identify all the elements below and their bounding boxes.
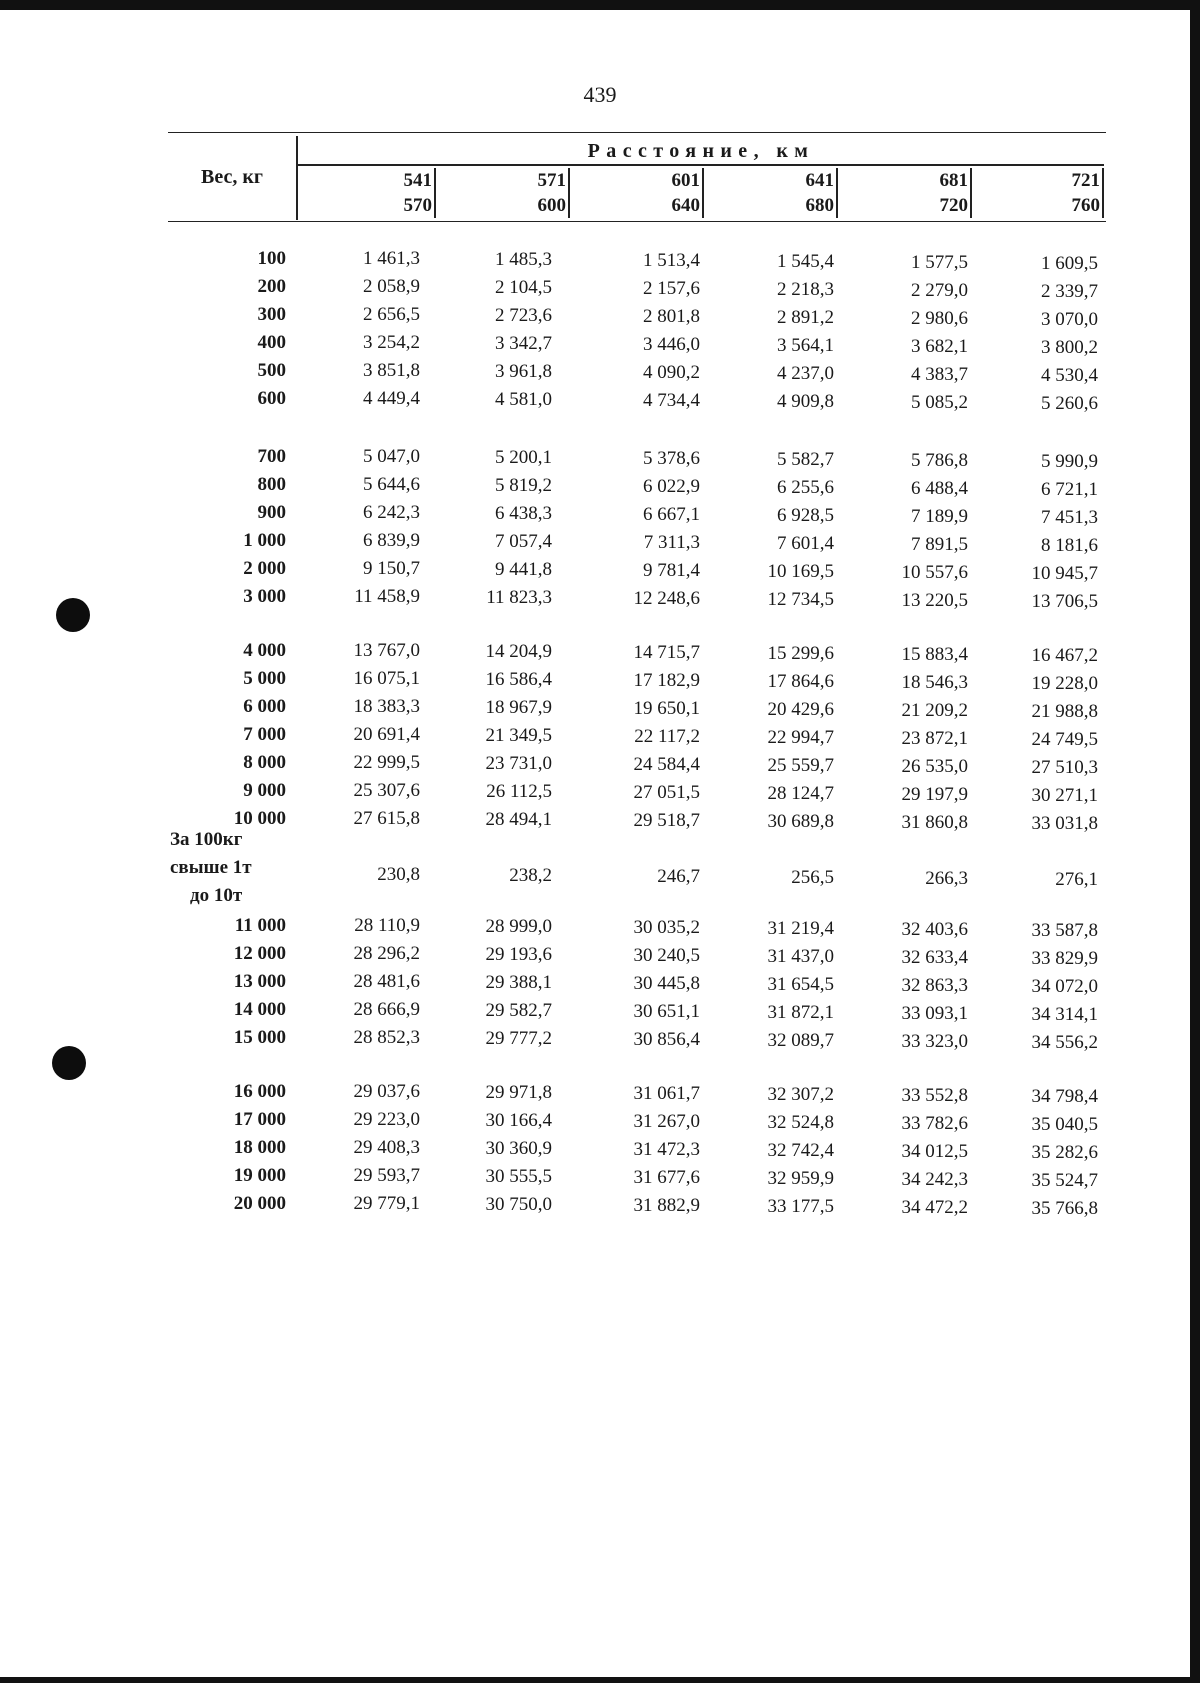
tariff-cell: 28 852,3: [353, 1027, 420, 1048]
table-row: [0, 915, 1200, 941]
distance-column-header: Расстояние, км: [587, 140, 815, 162]
tariff-cell: 33 552,8: [901, 1085, 968, 1106]
tariff-cell: 31 677,6: [633, 1167, 700, 1188]
tariff-cell: 29 971,8: [485, 1082, 552, 1103]
table-row: [0, 248, 1200, 274]
table-row: [0, 530, 1200, 556]
tariff-cell: 35 766,8: [1031, 1198, 1098, 1219]
weight-cell: 17 000: [233, 1109, 286, 1130]
weight-cell: 500: [257, 360, 286, 381]
tariff-cell: 256,5: [791, 867, 834, 888]
surcharge-label-line1: За 100кг: [170, 829, 243, 850]
tariff-cell: 24 749,5: [1031, 729, 1098, 750]
table-row: [0, 999, 1200, 1025]
table-row: [0, 943, 1200, 969]
tariff-cell: 13 767,0: [353, 640, 420, 661]
tariff-cell: 26 535,0: [901, 756, 968, 777]
tariff-cell: 14 715,7: [633, 642, 700, 663]
tariff-cell: 35 524,7: [1031, 1170, 1098, 1191]
surcharge-label-line3: до 10т: [190, 885, 243, 906]
tariff-cell: 15 299,6: [767, 643, 834, 664]
tariff-cell: 6 928,5: [777, 505, 834, 526]
tariff-cell: 10 557,6: [901, 562, 968, 583]
tariff-cell: 20 691,4: [353, 724, 420, 745]
tariff-cell: 3 961,8: [495, 361, 552, 382]
tariff-cell: 18 967,9: [485, 697, 552, 718]
tariff-cell: 33 829,9: [1031, 948, 1098, 969]
tariff-cell: 3 851,8: [363, 360, 420, 381]
tariff-cell: 29 593,7: [353, 1165, 420, 1186]
weight-cell: 6 000: [243, 696, 286, 717]
tariff-cell: 13 220,5: [901, 590, 968, 611]
weight-cell: 8 000: [243, 752, 286, 773]
tariff-cell: 31 882,9: [633, 1195, 700, 1216]
tariff-cell: 22 994,7: [767, 727, 834, 748]
tariff-cell: 4 530,4: [1041, 365, 1098, 386]
weight-cell: 20 000: [233, 1193, 286, 1214]
range-to: 680: [805, 195, 834, 216]
tariff-cell: 5 200,1: [495, 447, 552, 468]
tariff-cell: 6 438,3: [495, 503, 552, 524]
range-header-2: [436, 168, 570, 218]
tariff-cell: 246,7: [657, 866, 700, 887]
weight-cell: 14 000: [233, 999, 286, 1020]
tariff-cell: 2 723,6: [495, 305, 552, 326]
tariff-cell: 28 296,2: [353, 943, 420, 964]
tariff-cell: 1 577,5: [911, 252, 968, 273]
range-to: 600: [537, 195, 566, 216]
tariff-cell: 25 559,7: [767, 755, 834, 776]
weight-cell: 15 000: [233, 1027, 286, 1048]
tariff-cell: 14 204,9: [485, 641, 552, 662]
tariff-cell: 31 872,1: [767, 1002, 834, 1023]
page-number: 439: [583, 82, 617, 107]
tariff-cell: 6 488,4: [911, 478, 968, 499]
tariff-cell: 31 267,0: [633, 1111, 700, 1132]
tariff-cell: 34 314,1: [1031, 1004, 1098, 1025]
weight-cell: 19 000: [233, 1165, 286, 1186]
tariff-cell: 276,1: [1055, 869, 1098, 890]
tariff-cell: 16 586,4: [485, 669, 552, 690]
tariff-cell: 31 472,3: [633, 1139, 700, 1160]
tariff-cell: 21 209,2: [901, 700, 968, 721]
tariff-cell: 28 666,9: [353, 999, 420, 1020]
tariff-cell: 2 218,3: [777, 279, 834, 300]
tariff-cell: 34 072,0: [1031, 976, 1098, 997]
tariff-cell: 32 633,4: [901, 947, 968, 968]
table-row: [0, 780, 1200, 806]
tariff-cell: 32 959,9: [767, 1168, 834, 1189]
weight-cell: 12 000: [233, 943, 286, 964]
tariff-cell: 3 342,7: [495, 333, 552, 354]
range-from: 541: [403, 170, 432, 191]
weight-cell: 4 000: [243, 640, 286, 661]
tariff-cell: 22 999,5: [353, 752, 420, 773]
tariff-cell: 29 777,2: [485, 1028, 552, 1049]
scan-border-bottom: [0, 1677, 1200, 1683]
weight-cell: 700: [257, 446, 286, 467]
tariff-cell: 9 781,4: [643, 560, 700, 581]
range-from: 681: [939, 170, 968, 191]
range-from: 721: [1071, 170, 1100, 191]
range-header-1: [302, 168, 436, 218]
tariff-cell: 12 248,6: [633, 588, 700, 609]
tariff-cell: 238,2: [509, 865, 552, 886]
tariff-cell: 29 518,7: [633, 810, 700, 831]
weight-cell: 1 000: [243, 530, 286, 551]
range-header-3: [570, 168, 704, 218]
tariff-cell: 10 169,5: [767, 561, 834, 582]
range-header-6: [970, 168, 1104, 218]
tariff-cell: 34 798,4: [1031, 1086, 1098, 1107]
tariff-cell: 2 656,5: [363, 304, 420, 325]
tariff-cell: 4 909,8: [777, 391, 834, 412]
tariff-cell: 12 734,5: [767, 589, 834, 610]
tariff-cell: 9 441,8: [495, 559, 552, 580]
tariff-cell: 23 872,1: [901, 728, 968, 749]
tariff-cell: 29 223,0: [353, 1109, 420, 1130]
tariff-cell: 18 546,3: [901, 672, 968, 693]
tariff-cell: 30 651,1: [633, 1001, 700, 1022]
tariff-cell: 6 255,6: [777, 477, 834, 498]
tariff-cell: 1 461,3: [363, 248, 420, 269]
tariff-cell: 3 254,2: [363, 332, 420, 353]
tariff-cell: 19 650,1: [633, 698, 700, 719]
tariff-cell: 5 378,6: [643, 448, 700, 469]
table-row: [0, 696, 1200, 722]
table-row: [0, 304, 1200, 330]
tariff-cell: 11 823,3: [486, 587, 552, 608]
tariff-cell: 4 383,7: [911, 364, 968, 385]
tariff-cell: 11 458,9: [354, 586, 420, 607]
table-row: [0, 360, 1200, 386]
tariff-cell: 7 189,9: [911, 506, 968, 527]
tariff-cell: 33 323,0: [901, 1031, 968, 1052]
tariff-cell: 16 075,1: [353, 668, 420, 689]
table-row: [0, 558, 1200, 584]
tariff-cell: 30 240,5: [633, 945, 700, 966]
tariff-cell: 10 945,7: [1031, 563, 1098, 584]
range-from: 601: [671, 170, 700, 191]
tariff-cell: 32 089,7: [767, 1030, 834, 1051]
tariff-cell: 6 022,9: [643, 476, 700, 497]
tariff-cell: 230,8: [377, 864, 420, 885]
tariff-cell: 15 883,4: [901, 644, 968, 665]
tariff-cell: 1 485,3: [495, 249, 552, 270]
tariff-cell: 2 104,5: [495, 277, 552, 298]
tariff-cell: 7 891,5: [911, 534, 968, 555]
scan-border-top: [0, 0, 1200, 10]
tariff-cell: 30 856,4: [633, 1029, 700, 1050]
tariff-cell: 24 584,4: [633, 754, 700, 775]
tariff-cell: 7 311,3: [643, 532, 700, 553]
tariff-cell: 33 587,8: [1031, 920, 1098, 941]
table-row: [0, 724, 1200, 750]
tariff-cell: 33 177,5: [767, 1196, 834, 1217]
table-row: [0, 668, 1200, 694]
weight-cell: 100: [257, 248, 286, 269]
tariff-cell: 28 494,1: [485, 809, 552, 830]
weight-cell: 7 000: [243, 724, 286, 745]
table-row: [0, 388, 1200, 414]
tariff-cell: 33 031,8: [1031, 813, 1098, 834]
tariff-cell: 30 271,1: [1031, 785, 1098, 806]
weight-cell: 300: [257, 304, 286, 325]
table-row: [0, 586, 1200, 612]
tariff-cell: 31 219,4: [767, 918, 834, 939]
weight-cell: 16 000: [233, 1081, 286, 1102]
table-row: [0, 474, 1200, 500]
weight-cell: 800: [257, 474, 286, 495]
tariff-cell: 4 237,0: [777, 363, 834, 384]
tariff-cell: 2 279,0: [911, 280, 968, 301]
tariff-cell: 32 524,8: [767, 1112, 834, 1133]
tariff-cell: 4 449,4: [363, 388, 420, 409]
weight-cell: 9 000: [243, 780, 286, 801]
tariff-cell: 31 061,7: [633, 1083, 700, 1104]
weight-cell: 600: [257, 388, 286, 409]
weight-cell: 900: [257, 502, 286, 523]
tariff-cell: 28 999,0: [485, 916, 552, 937]
table-row: [0, 276, 1200, 302]
table-row: [0, 1193, 1200, 1219]
table-row: [0, 1137, 1200, 1163]
tariff-cell: 31 437,0: [767, 946, 834, 967]
table-row: [0, 332, 1200, 358]
tariff-cell: 34 242,3: [901, 1169, 968, 1190]
tariff-cell: 2 058,9: [363, 276, 420, 297]
tariff-cell: 32 403,6: [901, 919, 968, 940]
tariff-cell: 2 980,6: [911, 308, 968, 329]
weight-cell: 400: [257, 332, 286, 353]
tariff-cell: 7 451,3: [1041, 507, 1098, 528]
tariff-cell: 17 182,9: [633, 670, 700, 691]
surcharge-label-line2: свыше 1т: [170, 857, 252, 878]
tariff-cell: 2 339,7: [1041, 281, 1098, 302]
tariff-cell: 34 472,2: [901, 1197, 968, 1218]
tariff-cell: 7 601,4: [777, 533, 834, 554]
tariff-cell: 32 307,2: [767, 1084, 834, 1105]
range-header-5: [838, 168, 972, 218]
weight-cell: 200: [257, 276, 286, 297]
weight-cell: 5 000: [243, 668, 286, 689]
table-row: [0, 1027, 1200, 1053]
tariff-cell: 266,3: [925, 868, 968, 889]
tariff-cell: 25 307,6: [353, 780, 420, 801]
table-row: [0, 640, 1200, 666]
weight-cell: 2 000: [243, 558, 286, 579]
tariff-cell: 3 070,0: [1041, 309, 1098, 330]
tariff-cell: 4 734,4: [643, 390, 700, 411]
tariff-cell: 13 706,5: [1031, 591, 1098, 612]
tariff-cell: 31 654,5: [767, 974, 834, 995]
tariff-cell: 18 383,3: [353, 696, 420, 717]
tariff-cell: 35 040,5: [1031, 1114, 1098, 1135]
tariff-cell: 27 051,5: [633, 782, 700, 803]
tariff-cell: 30 555,5: [485, 1166, 552, 1187]
tariff-cell: 34 556,2: [1031, 1032, 1098, 1053]
range-to: 570: [403, 195, 432, 216]
weight-cell: 11 000: [234, 915, 286, 936]
table-row: [0, 1165, 1200, 1191]
range-header-4: [704, 168, 838, 218]
tariff-cell: 9 150,7: [363, 558, 420, 579]
tariff-cell: 2 891,2: [777, 307, 834, 328]
range-to: 720: [939, 195, 968, 216]
table-row: [0, 502, 1200, 528]
tariff-cell: 30 750,0: [485, 1194, 552, 1215]
tariff-cell: 28 110,9: [354, 915, 420, 936]
tariff-cell: 29 779,1: [353, 1193, 420, 1214]
tariff-cell: 3 564,1: [777, 335, 834, 356]
weight-cell: 13 000: [233, 971, 286, 992]
table-row: [0, 446, 1200, 472]
tariff-cell: 8 181,6: [1041, 535, 1098, 556]
tariff-cell: 1 545,4: [777, 251, 834, 272]
table-row: [0, 1081, 1200, 1107]
tariff-cell: 6 839,9: [363, 530, 420, 551]
tariff-cell: 6 242,3: [363, 502, 420, 523]
tariff-cell: 27 510,3: [1031, 757, 1098, 778]
tariff-cell: 29 037,6: [353, 1081, 420, 1102]
tariff-cell: 30 360,9: [485, 1138, 552, 1159]
distance-header-rule: [298, 164, 1104, 166]
tariff-cell: 27 615,8: [353, 808, 420, 829]
tariff-cell: 2 801,8: [643, 306, 700, 327]
tariff-cell: 35 282,6: [1031, 1142, 1098, 1163]
tariff-cell: 3 682,1: [911, 336, 968, 357]
tariff-cell: 30 035,2: [633, 917, 700, 938]
table-row: [0, 1109, 1200, 1135]
range-from: 571: [537, 170, 566, 191]
tariff-cell: 30 445,8: [633, 973, 700, 994]
tariff-cell: 29 388,1: [485, 972, 552, 993]
tariff-cell: 29 582,7: [485, 1000, 552, 1021]
tariff-cell: 6 667,1: [643, 504, 700, 525]
tariff-cell: 29 408,3: [353, 1137, 420, 1158]
table-row: [0, 971, 1200, 997]
weight-cell: 3 000: [243, 586, 286, 607]
tariff-cell: 23 731,0: [485, 753, 552, 774]
tariff-cell: 33 782,6: [901, 1113, 968, 1134]
tariff-cell: 2 157,6: [643, 278, 700, 299]
tariff-cell: 5 085,2: [911, 392, 968, 413]
table-row: [0, 752, 1200, 778]
tariff-cell: 34 012,5: [901, 1141, 968, 1162]
tariff-cell: 5 260,6: [1041, 393, 1098, 414]
tariff-cell: 28 124,7: [767, 783, 834, 804]
range-to: 760: [1071, 195, 1100, 216]
tariff-cell: 32 742,4: [767, 1140, 834, 1161]
tariff-cell: 30 166,4: [485, 1110, 552, 1131]
tariff-cell: 6 721,1: [1041, 479, 1098, 500]
tariff-cell: 17 864,6: [767, 671, 834, 692]
tariff-cell: 30 689,8: [767, 811, 834, 832]
tariff-cell: 5 990,9: [1041, 451, 1098, 472]
tariff-cell: 29 193,6: [485, 944, 552, 965]
tariff-cell: 21 349,5: [485, 725, 552, 746]
tariff-cell: 3 800,2: [1041, 337, 1098, 358]
tariff-cell: 16 467,2: [1031, 645, 1098, 666]
tariff-cell: 26 112,5: [486, 781, 552, 802]
tariff-cell: 28 481,6: [353, 971, 420, 992]
tariff-cell: 4 581,0: [495, 389, 552, 410]
tariff-cell: 21 988,8: [1031, 701, 1098, 722]
tariff-cell: 5 644,6: [363, 474, 420, 495]
tariff-cell: 19 228,0: [1031, 673, 1098, 694]
tariff-cell: 20 429,6: [767, 699, 834, 720]
tariff-cell: 29 197,9: [901, 784, 968, 805]
tariff-cell: 31 860,8: [901, 812, 968, 833]
tariff-cell: 22 117,2: [634, 726, 700, 747]
weight-cell: 10 000: [233, 808, 286, 829]
range-from: 641: [805, 170, 834, 191]
tariff-cell: 5 047,0: [363, 446, 420, 467]
tariff-cell: 32 863,3: [901, 975, 968, 996]
range-to: 640: [671, 195, 700, 216]
tariff-cell: 3 446,0: [643, 334, 700, 355]
tariff-cell: 1 609,5: [1041, 253, 1098, 274]
tariff-cell: 7 057,4: [495, 531, 552, 552]
weight-cell: 18 000: [233, 1137, 286, 1158]
tariff-cell: 5 582,7: [777, 449, 834, 470]
tariff-cell: 33 093,1: [901, 1003, 968, 1024]
tariff-cell: 5 786,8: [911, 450, 968, 471]
weight-column-header: Вес, кг: [201, 166, 263, 188]
tariff-cell: 1 513,4: [643, 250, 700, 271]
tariff-cell: 4 090,2: [643, 362, 700, 383]
surcharge-label: [170, 826, 252, 910]
tariff-cell: 5 819,2: [495, 475, 552, 496]
